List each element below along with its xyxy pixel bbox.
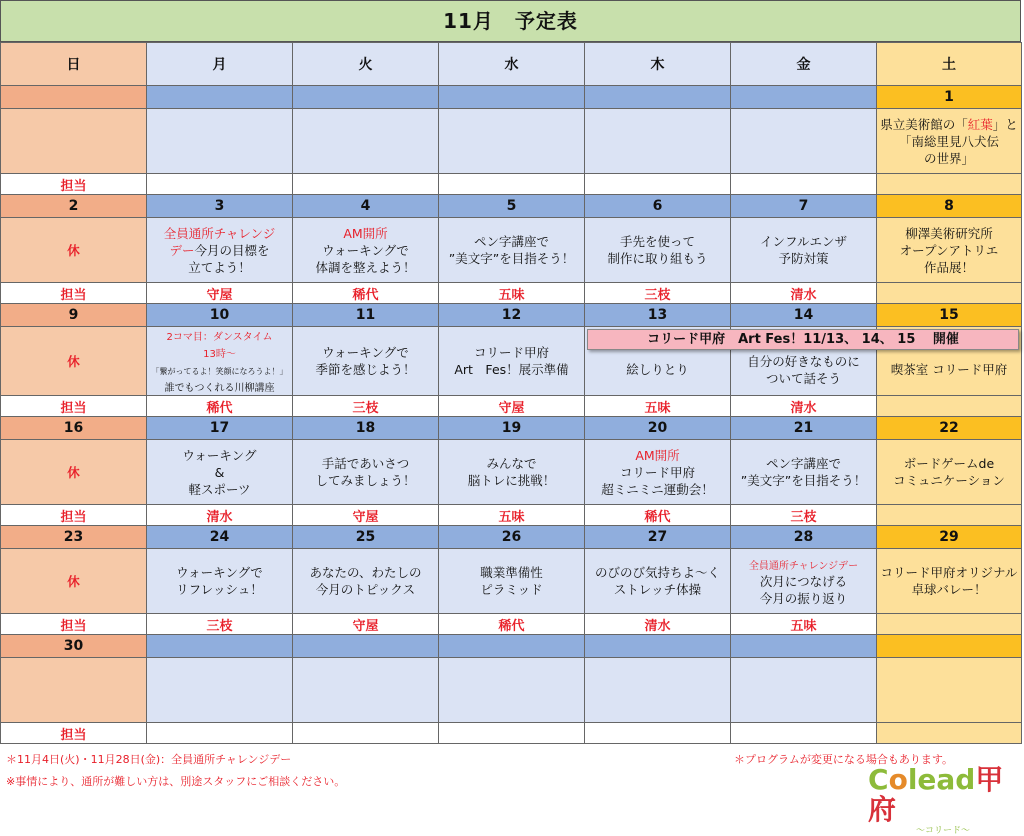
- activity-cell: [731, 109, 877, 174]
- day-number: 1: [877, 86, 1022, 109]
- activity-cell: [293, 109, 439, 174]
- staff-name: 稀代: [147, 396, 293, 417]
- day-number: 2: [1, 195, 147, 218]
- activity-cell: インフルエンザ 予防対策: [731, 218, 877, 283]
- staff-label: 担当: [1, 505, 147, 526]
- day-number: 24: [147, 526, 293, 549]
- day-number: [731, 86, 877, 109]
- footnote-consult: ※事情により、通所が難しい方は、別途スタッフにご相談ください。: [6, 775, 346, 788]
- activity-cell: 柳澤美術研究所 オープンアトリエ 作品展！: [877, 218, 1022, 283]
- staff-name: [439, 174, 585, 195]
- activity-cell: [147, 658, 293, 723]
- day-number: 26: [439, 526, 585, 549]
- staff-name: 三枝: [293, 396, 439, 417]
- art-fes-banner: コリード甲府 Art Fes！11/13、 14、 15 開催: [587, 329, 1019, 350]
- staff-name: [293, 723, 439, 744]
- day-number: 4: [293, 195, 439, 218]
- day-number: [147, 635, 293, 658]
- activity-cell: 全員通所チャレンジ デー今月の目標を 立てよう！: [147, 218, 293, 283]
- staff-name: [731, 174, 877, 195]
- activity-cell: ボードゲームde コミュニケーション: [877, 440, 1022, 505]
- activity-cell: 手話であいさつ してみましょう！: [293, 440, 439, 505]
- staff-name: 清水: [731, 396, 877, 417]
- staff-name: [585, 174, 731, 195]
- activity-cell: のびのび気持ちよ～く ストレッチ体操: [585, 549, 731, 614]
- activity-cell: [439, 109, 585, 174]
- day-number: 5: [439, 195, 585, 218]
- activity-cell: AM開所 コリード甲府 超ミニミニ運動会！: [585, 440, 731, 505]
- holiday-cell: [1, 109, 147, 174]
- activity-cell: ウォーキング & 軽スポーツ: [147, 440, 293, 505]
- staff-label: 担当: [1, 396, 147, 417]
- staff-name: [877, 723, 1022, 744]
- staff-name: 守屋: [439, 396, 585, 417]
- day-number: [293, 86, 439, 109]
- staff-name: [585, 723, 731, 744]
- colead-kofu-logo: Colead甲府 〜コリード〜: [868, 763, 1004, 836]
- activity-cell: 喫茶室 コリード甲府: [877, 327, 1022, 396]
- activity-cell: [585, 658, 731, 723]
- activity-cell: あなたの、わたしの 今月のトピックス: [293, 549, 439, 614]
- weekday-header: 水: [439, 43, 585, 86]
- activity-cell: ウォーキングで 季節を感じよう！: [293, 327, 439, 396]
- staff-name: 稀代: [585, 505, 731, 526]
- staff-name: [877, 396, 1022, 417]
- day-number: [439, 635, 585, 658]
- staff-name: 守屋: [147, 283, 293, 304]
- staff-label: 担当: [1, 723, 147, 744]
- activity-cell: みんなで 脳トレに挑戦！: [439, 440, 585, 505]
- day-number: 22: [877, 417, 1022, 440]
- activity-cell: [731, 658, 877, 723]
- staff-name: 守屋: [293, 505, 439, 526]
- activity-cell: ペン字講座で ”美文字”を目指そう！: [731, 440, 877, 505]
- activity-cell: [293, 658, 439, 723]
- day-number: 11: [293, 304, 439, 327]
- staff-name: 五味: [439, 283, 585, 304]
- holiday-cell: 休: [1, 218, 147, 283]
- day-number: 21: [731, 417, 877, 440]
- staff-name: [877, 283, 1022, 304]
- staff-label: 担当: [1, 174, 147, 195]
- day-number: 7: [731, 195, 877, 218]
- activity-cell: ペン字講座で ”美文字”を目指そう！: [439, 218, 585, 283]
- activity-cell: 自分の好きなものに ついて話そう: [731, 327, 877, 396]
- day-number: 16: [1, 417, 147, 440]
- day-number: 30: [1, 635, 147, 658]
- activity-cell: AM開所 ウォーキングで 体調を整えよう！: [293, 218, 439, 283]
- activity-cell: [439, 658, 585, 723]
- weekday-header: 月: [147, 43, 293, 86]
- activity-cell: コリード甲府 Art Fes！展示準備: [439, 327, 585, 396]
- staff-name: [147, 174, 293, 195]
- staff-label: 担当: [1, 614, 147, 635]
- day-number: [293, 635, 439, 658]
- page-title: 11月 予定表: [0, 0, 1021, 42]
- activity-cell: 2コマ目：ダンスタイム 13時～ 「繋がってるよ！笑顔になろうよ！」 誰でもつくれる川柳講座: [147, 327, 293, 396]
- holiday-cell: 休: [1, 549, 147, 614]
- day-number: 20: [585, 417, 731, 440]
- activity-cell: [585, 109, 731, 174]
- weekday-header: 土: [877, 43, 1022, 86]
- staff-name: 五味: [731, 614, 877, 635]
- staff-name: 五味: [439, 505, 585, 526]
- day-number: [585, 635, 731, 658]
- calendar-table: [0, 42, 1022, 744]
- staff-name: 守屋: [293, 614, 439, 635]
- staff-name: 稀代: [293, 283, 439, 304]
- footnote-program-change: ＊プログラムが変更になる場合もあります。: [734, 753, 954, 766]
- activity-cell: 全員通所チャレンジデー 次月につなげる 今月の振り返り: [731, 549, 877, 614]
- day-number: [147, 86, 293, 109]
- staff-name: [147, 723, 293, 744]
- day-number: 29: [877, 526, 1022, 549]
- activity-cell: 職業準備性 ピラミッド: [439, 549, 585, 614]
- day-number: [731, 635, 877, 658]
- day-number: [1, 86, 147, 109]
- staff-name: 清水: [731, 283, 877, 304]
- staff-label: 担当: [1, 283, 147, 304]
- staff-name: [877, 505, 1022, 526]
- day-number: 6: [585, 195, 731, 218]
- holiday-cell: [1, 658, 147, 723]
- activity-cell: 県立美術館の「紅葉」と 「南総里見八犬伝 の世界」: [877, 109, 1022, 174]
- day-number: 25: [293, 526, 439, 549]
- day-number: 19: [439, 417, 585, 440]
- staff-name: 三枝: [147, 614, 293, 635]
- holiday-cell: 休: [1, 327, 147, 396]
- footnote-challenge-days: ＊11月4日(火)・11月28日(金)：全員通所チャレンジデー: [6, 753, 292, 766]
- day-number: 8: [877, 195, 1022, 218]
- weekday-header: 木: [585, 43, 731, 86]
- staff-name: 稀代: [439, 614, 585, 635]
- holiday-cell: 休: [1, 440, 147, 505]
- activity-cell: [877, 658, 1022, 723]
- staff-name: [877, 614, 1022, 635]
- day-number: [585, 86, 731, 109]
- staff-name: 三枝: [585, 283, 731, 304]
- activity-cell: ウォーキングで リフレッシュ！: [147, 549, 293, 614]
- day-number: 17: [147, 417, 293, 440]
- activity-cell: コリード甲府オリジナル 卓球バレー！: [877, 549, 1022, 614]
- activity-cell: [147, 109, 293, 174]
- day-number: 3: [147, 195, 293, 218]
- day-number: 18: [293, 417, 439, 440]
- day-number: 14: [731, 304, 877, 327]
- staff-name: 三枝: [731, 505, 877, 526]
- day-number: 10: [147, 304, 293, 327]
- day-number: 12: [439, 304, 585, 327]
- day-number: 15: [877, 304, 1022, 327]
- weekday-header: 金: [731, 43, 877, 86]
- day-number: [439, 86, 585, 109]
- weekday-header: 火: [293, 43, 439, 86]
- activity-cell: 絵しりとり: [585, 327, 731, 396]
- activity-cell: 手先を使って 制作に取り組もう: [585, 218, 731, 283]
- staff-name: [293, 174, 439, 195]
- staff-name: [439, 723, 585, 744]
- day-number: 28: [731, 526, 877, 549]
- day-number: 9: [1, 304, 147, 327]
- weekday-header: 日: [1, 43, 147, 86]
- staff-name: 五味: [585, 396, 731, 417]
- staff-name: 清水: [585, 614, 731, 635]
- day-number: 27: [585, 526, 731, 549]
- staff-name: [731, 723, 877, 744]
- day-number: 23: [1, 526, 147, 549]
- staff-name: 清水: [147, 505, 293, 526]
- day-number: 13: [585, 304, 731, 327]
- day-number: [877, 635, 1022, 658]
- staff-name: [877, 174, 1022, 195]
